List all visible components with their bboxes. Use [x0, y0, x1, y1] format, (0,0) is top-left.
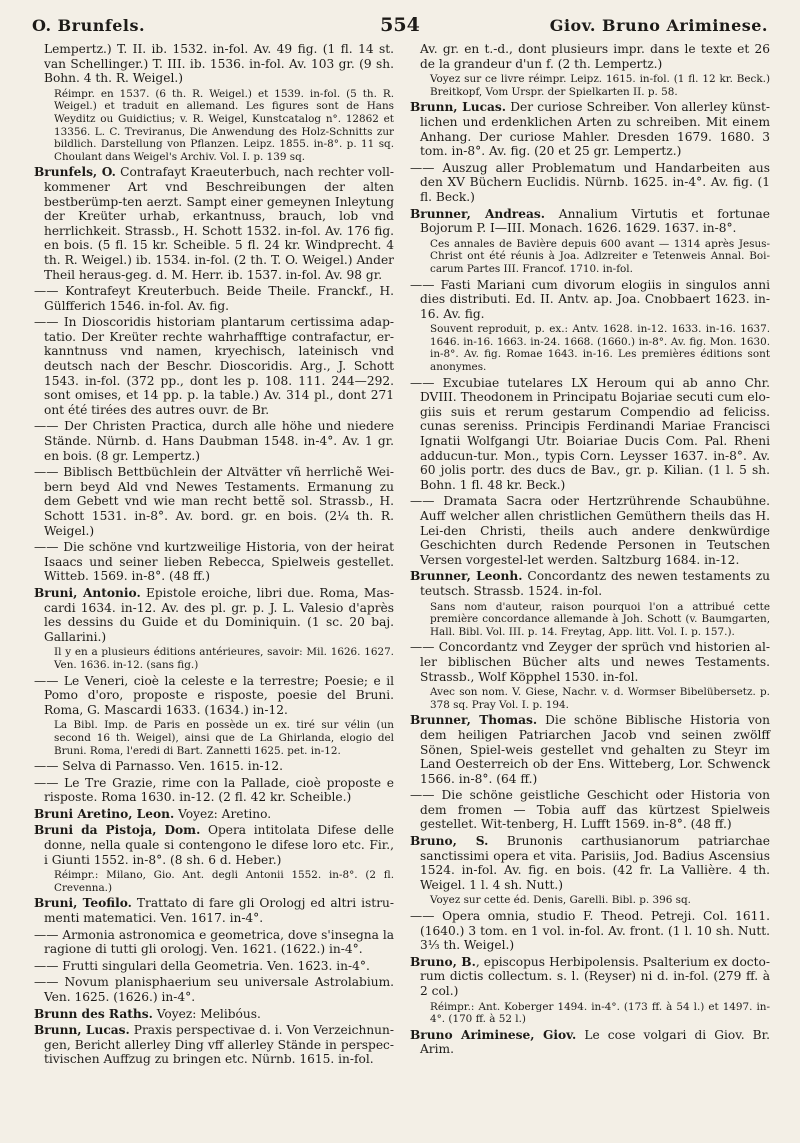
- sub-entry: —— Concordantz vnd Zeyger der sprüch vnd historien al-ler biblischen Bücher alts und newes Testaments. Strassb., Wolf Köpphel 1530. in-fol.: [410, 640, 770, 684]
- bibliographic-note: Voyez sur ce livre réimpr. Leipz. 1615. in-fol. (1 fl. 12 kr. Beck.) Breitkopf, Vom Urspr. der Spielkarten II. p. 58.: [430, 73, 770, 98]
- page-number: 554: [380, 14, 420, 36]
- catalog-entry: Brunn, Lucas. Praxis perspectivae d. i. Von Verzeichnun-gen, Bericht allerley Ding vff allerley Stände in perspec-tivischen Auffzug zu bringen etc. Nürnb. 1615. in-fol.: [34, 1023, 394, 1067]
- catalog-entry: Brunner, Thomas. Die schöne Biblische Historia von dem heiligen Patriarchen Jacob vnd seinen zwölff Sönen, Spiel-weis gestellet vnd gehalten zu Steyr im Land Oesterreich ob der Ens. Witteberg, Lor. Schwenck 1566. in-8°. (64 ff.): [410, 713, 770, 786]
- sub-entry: —— Der Christen Practica, durch alle höhe und niedere Stände. Nürnb. d. Hans Daubman 1548. in-4°. Av. 1 gr. en bois. (8 gr. Lempertz.): [34, 419, 394, 463]
- bibliographic-note: Réimpr. en 1537. (6 th. R. Weigel.) et 1539. in-fol. (5 th. R. Weigel.) et traduit en allemand. Les figures sont de Hans Weyditz ou Guidictius; v. R. Weigel, Kunstcatalog n°. 12862 et 13356. L. C. Treviranus, Die Anwendung des Holz-Schnitts zur bildlich. Darstellung von Pflanzen. Leipz. 1855. in-8°. p. 11 sq. Choulant dans Weigel's Archiv. Vol. I. p. 139 sq.: [54, 87, 394, 163]
- bibliographic-note: Il y en a plusieurs éditions antérieures, savoir: Mil. 1626. 1627. Ven. 1636. in-12. (sans fig.): [54, 646, 394, 671]
- entry-headword: Brunn des Raths.: [34, 1006, 153, 1021]
- bibliographic-note: La Bibl. Imp. de Paris en possède un ex. tiré sur vélin (un second 16 th. Weigel), ainsi que de La Ghirlanda, elogio del Bruni. Roma, l'eredi di Bart. Zannetti 1625. pet. in-12.: [54, 719, 394, 757]
- sub-entry: —— Le Veneri, cioè la celeste e la terrestre; Poesie; e il Pomo d'oro, proposte e risposte, poesie del Bruni. Roma, G. Mascardi 1633. (1634.) in-12.: [34, 674, 394, 718]
- catalog-entry: Brunn des Raths. Voyez: Melibóus.: [34, 1006, 261, 1021]
- sub-entry: —— Novum planisphaerium seu universale Astrolabium. Ven. 1625. (1626.) in-4°.: [34, 975, 394, 1004]
- catalog-entry: Brunner, Leonh. Concordantz des newen testaments zu teutsch. Strassb. 1524. in-fol.: [410, 569, 770, 598]
- entry-headword: Brunner, Leonh.: [410, 569, 523, 584]
- catalog-entry: Bruno, S. Brunonis carthusianorum patriarchae sanctissimi opera et vita. Parisiis, Jod. Badius Ascensius 1524. in-fol. Av. fig. en bois. (42 fr. La Vallière. 4 th. Weigel. 1 l. 4 sh. Nutt.): [410, 834, 771, 892]
- continued-entry: Av. gr. en t.-d., dont plusieurs impr. dans le texte et 26 de la grandeur d'un f. (2 th. Lempertz.): [420, 42, 770, 71]
- sub-entry: —— Excubiae tutelares LX Heroum qui ab anno Chr. DVIII. Theodonem in Principatu Bojariae secuti cum elo-giis suis et rerum gestarum Compendio ad feliciss. cunas sereniss. Principis Ferdinandi Mariae Francisci Ignatii Wolfgangi Utr. Boiariae Ducis Com. Pal. Rheni adducun-tur. Mon., typis Corn. Leysser 1637. in-8°. Av. 60 jolis portr. des ducs de Bav., gr. p. Kilian. (1 l. 5 sh. Bohn. 1 fl. 48 kr. Beck.): [410, 376, 770, 493]
- entry-headword: Bruni da Pistoja, Dom.: [34, 823, 201, 838]
- sub-entry: —— Die schöne vnd kurtzweilige Historia, von der heirat Isaacs und seiner lieben Rebecca, Spielweis gestellet. Witteb. 1569. in-8°. (48 ff.): [34, 540, 394, 584]
- sub-entry: —— Frutti singulari della Geometria. Ven. 1623. in-4°.: [34, 959, 394, 974]
- entry-headword: Brunner, Andreas.: [410, 206, 545, 221]
- sub-entry: —— Biblisch Bettbüchlein der Altvätter vñ herrlichẽ Wei-bern beyd Ald vnd Newes Testaments. Ermanung zu dem Gebett vnd wie man recht bettẽ sol. Strassb., H. Schott 1531. in-8°. Av. bord. gr. en bois. (2¼ th. R. Weigel.): [34, 465, 394, 538]
- sub-entry: —— Dramata Sacra oder Hertzrührende Schaubühne. Auff welcher allen christlichen Gemüthern theils das H. Lei-den Christi, theils auch andere denkwürdige Geschichten durch Redende Personen in Teutschen Versen vorgestel-let werden. Saltzburg 1684. in-12.: [410, 494, 770, 567]
- sub-entry: —— Kontrafeyt Kreuterbuch. Beide Theile. Franckf., H. Gülfferich 1546. in-fol. Av. fig.: [34, 284, 394, 313]
- bibliographic-note: Souvent reproduit, p. ex.: Antv. 1628. in-12. 1633. in-16. 1637. 1646. in-16. 1663. in-24. 1668. (1660.) in-8°. Av. fig. Mon. 1630. in-8°. Av. fig. Romae 1643. in-16. Les premières éditions sont anonymes.: [430, 323, 770, 374]
- continued-entry: Lempertz.) T. II. ib. 1532. in-fol. Av. 49 fig. (1 fl. 14 st. van Schellinger.) T. III. ib. 1536. in-fol. Av. 103 gr. (9 sh. Bohn. 4 th. R. Weigel.): [44, 42, 394, 86]
- sub-entry: —— Die schöne geistliche Geschicht oder Historia von dem fromen — Tobia auff das kürtzest Spielweis gestellet. Wit-tenberg, H. Lufft 1569. in-8°. (48 ff.): [410, 788, 770, 832]
- left-column: [34, 42, 394, 1069]
- bibliographic-note: Voyez sur cette éd. Denis, Garelli. Bibl. p. 396 sq.: [430, 894, 691, 907]
- entry-headword: Bruni Aretino, Leon.: [34, 806, 175, 821]
- entry-headword: Bruni, Teofilo.: [34, 896, 132, 911]
- entry-headword: Brunn, Lucas.: [34, 1023, 130, 1038]
- running-head-left: O. Brunfels.: [32, 16, 146, 35]
- entry-headword: Bruno Ariminese, Giov.: [410, 1027, 577, 1042]
- sub-entry: —— Fasti Mariani cum divorum elogiis in singulos anni dies distributi. Ed. II. Antv. ap. Joa. Cnobbaert 1623. in-16. Av. fig.: [410, 278, 770, 322]
- page-header: [32, 14, 768, 40]
- entry-headword: Bruno, S.: [410, 834, 489, 849]
- catalog-entry: Bruni, Antonio. Epistole eroiche, libri due. Roma, Mas-cardi 1634. in-12. Av. des pl. gr. p. J. L. Valesio d'après les dessins du Guide et du Dominiquin. (1 sc. 20 baj. Gallarini.): [34, 585, 394, 644]
- catalog-entry: Bruni Aretino, Leon. Voyez: Aretino.: [34, 806, 272, 821]
- entry-headword: Brunner, Thomas.: [410, 713, 538, 728]
- bibliographic-note: Avec son nom. V. Giese, Nachr. v. d. Wormser Bibelübersetz. p. 378 sq. Pray Vol. I. p. 194.: [430, 686, 770, 711]
- sub-entry: —— Le Tre Grazie, rime con la Pallade, cioè proposte e risposte. Roma 1630. in-12. (2 fl. 42 kr. Scheible.): [34, 776, 394, 805]
- bibliographic-note: Réimpr.: Ant. Koberger 1494. in-4°. (173 ff. à 54 l.) et 1497. in-4°. (170 ff. à 52 l.): [430, 1000, 770, 1026]
- catalog-entry: Bruno, B., episcopus Herbipolensis. Psalterium ex docto-rum dictis collectum. s. l. (Reyser) ni d. in-fol. (279 ff. à 2 col.): [410, 954, 770, 998]
- bibliographic-note: Sans nom d'auteur, raison pourquoi l'on a attribué cette première concordance allemande à Joh. Schott (v. Baumgarten, Hall. Bibl. Vol. III. p. 14. Freytag, App. litt. Vol. I. p. 157.).: [430, 600, 770, 638]
- sub-entry: —— In Dioscoridis historiam plantarum certissima adap-tatio. Der Kreüter rechte wahrhafftige contrafactur, er-kanntnuss vnd namen, kryechisch, lateinisch vnd deutsch nach der Beschr. Dioscoridis. Arg., J. Schott 1543. in-fol. (372 pp., dont les p. 108. 111. 244—292. sont omises, et 14 pp. p. la table.) Av. 314 pl., dont 271 ont été tirées des autres ouvr. de Br.: [34, 315, 394, 417]
- catalog-entry: Brunfels, O. Contrafayt Kraeuterbuch, nach rechter voll-kommener Art vnd Beschreibungen der alten bestberümp-ten aerzt. Sampt einer gemeynen Inleytung der Kreüter urhab, erkantnuss, brauch, lob vnd herrlichkeit. Strassb., H. Schott 1532. in-fol. Av. 176 fig. en bois. (5 fl. 15 kr. Scheible. 5 fl. 24 kr. Windprecht. 4 th. R. Weigel.) ib. 1534. in-fol. (2 th. T. O. Weigel.) Ander Theil heraus-geg. d. M. Herr. ib. 1537. in-fol. Av. 98 gr.: [34, 165, 394, 282]
- catalog-entry: Bruno Ariminese, Giov. Le cose volgari di Giov. Br. Arim.: [410, 1027, 770, 1057]
- catalog-entry: Bruni, Teofilo. Trattato di fare gli Orologj ed altri istru-menti matematici. Ven. 1617. in-4°.: [34, 896, 394, 926]
- entry-headword: Bruni, Antonio.: [34, 585, 141, 600]
- running-head-right: Giov. Bruno Ariminese.: [549, 16, 768, 35]
- bibliographic-note: Ces annales de Bavière depuis 600 avant — 1314 après Jesus-Christ ont été réunis à Joa. Adlzreiter e Tetenweis Annal. Boi-carum Partes III. Francof. 1710. in-fol.: [430, 237, 770, 275]
- entry-headword: Brunfels, O.: [34, 165, 116, 180]
- sub-entry: —— Armonia astronomica e geometrica, dove s'insegna la ragione di tutti gli orologj. Ven. 1621. (1622.) in-4°.: [34, 928, 394, 957]
- catalog-entry: Brunner, Andreas. Annalium Virtutis et fortunae Bojorum P. I—III. Monach. 1626. 1629. 1637. in-8°.: [410, 206, 771, 236]
- entry-headword: Brunn, Lucas.: [410, 100, 506, 115]
- sub-entry: —— Selva di Parnasso. Ven. 1615. in-12.: [34, 759, 394, 774]
- bibliographic-note: Réimpr.: Milano, Gio. Ant. degli Antonii 1552. in-8°. (2 fl. Crevenna.): [54, 869, 394, 894]
- catalog-entry: Brunn, Lucas. Der curiose Schreiber. Von allerley künst-lichen und erdenklichen Arten zu schreiben. Mit einem Anhang. Der curiose Mahler. Dresden 1679. 1680. 3 tom. in-8°. Av. fig. (20 et 25 gr. Lempertz.): [410, 100, 770, 159]
- sub-entry: —— Auszug aller Problematum und Handarbeiten aus den XV Büchern Euclidis. Nürnb. 1625. in-4°. Av. fig. (1 fl. Beck.): [410, 161, 770, 205]
- sub-entry: —— Opera omnia, studio F. Theod. Petreji. Col. 1611. (1640.) 3 tom. en 1 vol. in-fol. Av. front. (1 l. 10 sh. Nutt. 3⅓ th. Weigel.): [410, 909, 770, 953]
- right-column: [410, 42, 770, 1059]
- entry-headword: Bruno, B.: [410, 954, 476, 969]
- catalog-entry: Bruni da Pistoja, Dom. Opera intitolata Difese delle donne, nella quale si contengono le difese loro etc. Fir., i Giunti 1552. in-8°. (8 sh. 6 d. Heber.): [34, 823, 394, 867]
